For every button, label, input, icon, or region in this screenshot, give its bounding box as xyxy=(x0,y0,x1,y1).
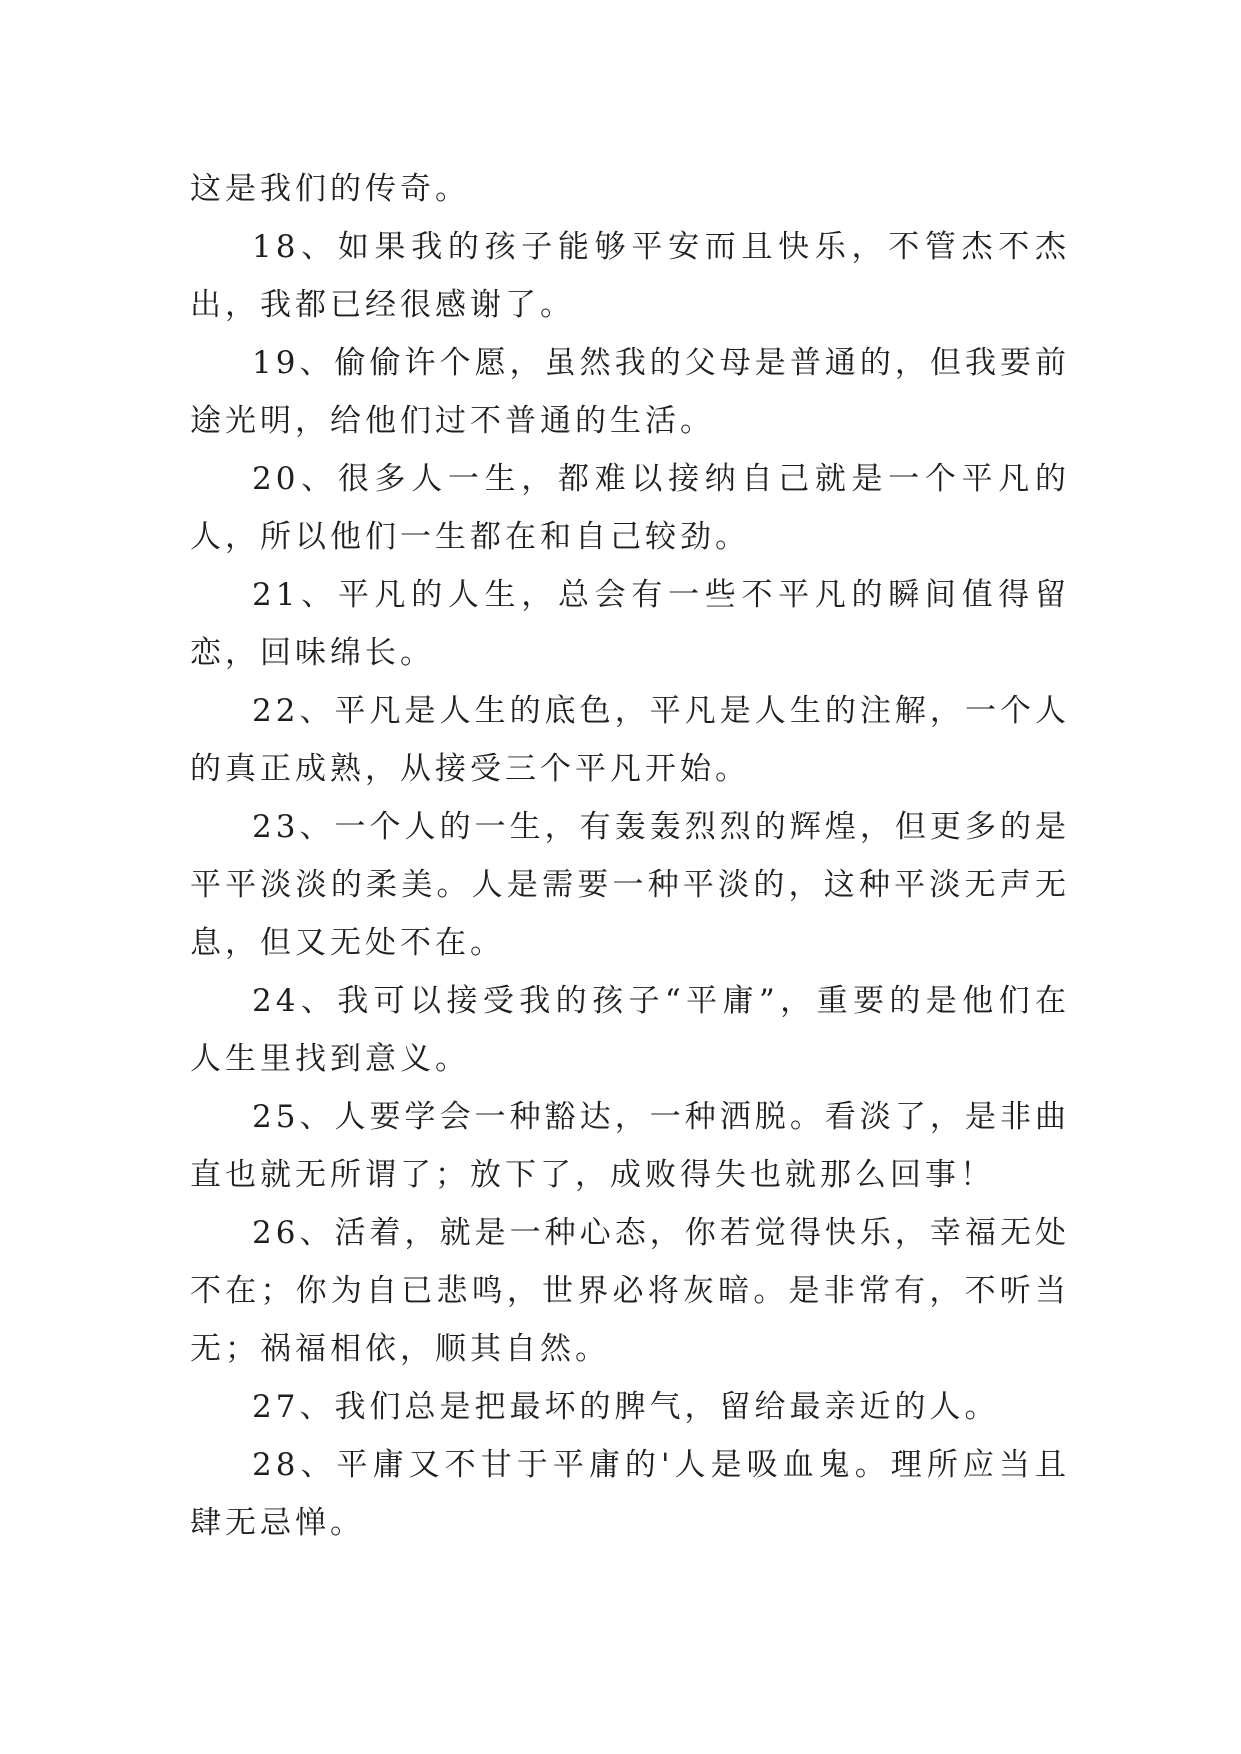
paragraph-28: 28、平庸又不甘于平庸的'人是吸血鬼。理所应当且肆无忌惮。 xyxy=(190,1447,1070,1541)
paragraph-21: 21、平凡的人生，总会有一些不平凡的瞬间值得留恋，回味绵长。 xyxy=(190,577,1070,671)
paragraph-continuation: 这是我们的传奇。 xyxy=(190,171,470,207)
paragraph-19: 19、偷偷许个愿，虽然我的父母是普通的，但我要前途光明，给他们过不普通的生活。 xyxy=(190,345,1070,439)
paragraph-26: 26、活着，就是一种心态，你若觉得快乐，幸福无处不在；你为自已悲鸣，世界必将灰暗。是非常有，不听当无；祸福相依，顺其自然。 xyxy=(190,1215,1070,1367)
paragraph-18: 18、如果我的孩子能够平安而且快乐，不管杰不杰出，我都已经很感谢了。 xyxy=(190,229,1070,323)
paragraph-24: 24、我可以接受我的孩子“平庸”，重要的是他们在人生里找到意义。 xyxy=(190,983,1070,1077)
paragraph-22: 22、平凡是人生的底色，平凡是人生的注解，一个人的真正成熟，从接受三个平凡开始。 xyxy=(190,693,1070,787)
paragraph-27: 27、我们总是把最坏的脾气，留给最亲近的人。 xyxy=(252,1389,1000,1425)
document-body xyxy=(190,160,1070,1552)
paragraph-20: 20、很多人一生，都难以接纳自己就是一个平凡的人，所以他们一生都在和自己较劲。 xyxy=(190,461,1070,555)
paragraph-23: 23、一个人的一生，有轰轰烈烈的辉煌，但更多的是平平淡淡的柔美。人是需要一种平淡的，这种平淡无声无息，但又无处不在。 xyxy=(190,809,1070,961)
paragraph-25: 25、人要学会一种豁达，一种洒脱。看淡了，是非曲直也就无所谓了；放下了，成败得失也就那么回事！ xyxy=(190,1099,1070,1193)
